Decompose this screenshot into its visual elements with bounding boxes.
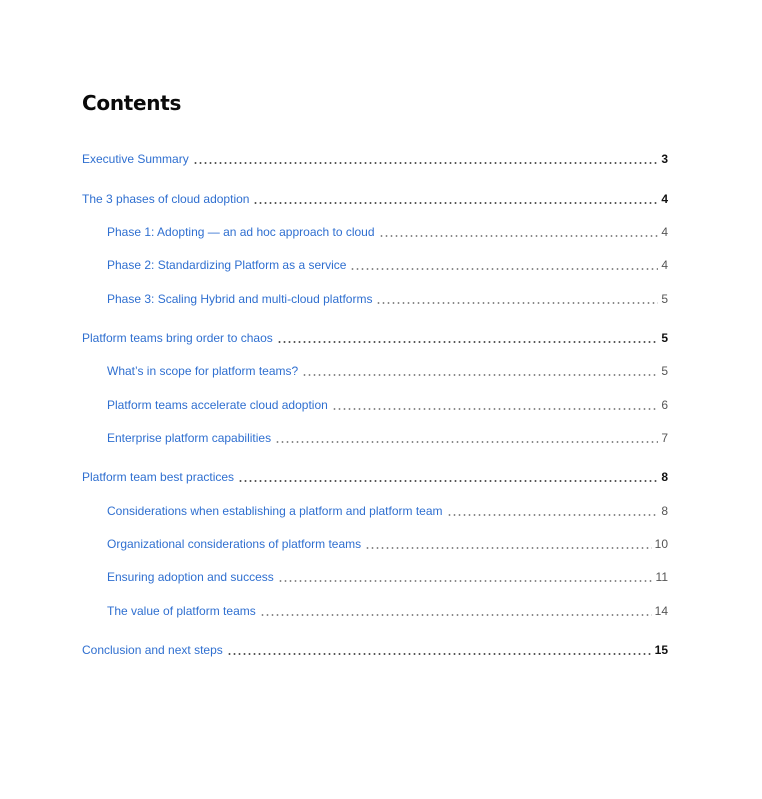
dot-leader — [332, 408, 659, 410]
toc-entry-conclusion[interactable] — [82, 641, 668, 659]
toc-entry-label: Phase 3: Scaling Hybrid and multi-cloud platforms — [107, 292, 373, 306]
toc-entry-label: The 3 phases of cloud adoption — [82, 192, 250, 206]
toc-page-number: 5 — [661, 331, 668, 345]
toc-entry-label: Platform team best practices — [82, 470, 235, 484]
toc-entry-label: Conclusion and next steps — [82, 643, 223, 657]
dot-leader — [278, 580, 653, 582]
toc-page-number: 3 — [661, 152, 668, 166]
toc-entry-label: What’s in scope for platform teams? — [107, 364, 299, 378]
toc-page-number: 7 — [661, 431, 668, 445]
toc-entry-label: Organizational considerations of platform teams — [107, 537, 362, 551]
toc-entry-cloud-adoption-phases[interactable] — [82, 190, 668, 208]
toc-entry-best-practices[interactable] — [82, 468, 668, 486]
toc-page-number: 6 — [661, 398, 668, 412]
toc-entry-order-to-chaos[interactable] — [82, 329, 668, 347]
dot-leader — [253, 202, 658, 204]
toc-page-number: 4 — [661, 258, 668, 272]
toc-entry-label: Executive Summary — [82, 152, 189, 166]
toc-entry-scope[interactable] — [107, 362, 668, 380]
toc-entry-label: Phase 1: Adopting — an ad hoc approach to cloud — [107, 225, 375, 239]
toc-entry-enterprise-capabilities[interactable] — [107, 429, 668, 447]
toc-entry-establishing-platform[interactable] — [107, 502, 668, 520]
toc-page-number: 5 — [661, 364, 668, 378]
toc-page-number: 10 — [654, 537, 668, 551]
dot-leader — [379, 235, 659, 237]
dot-leader — [275, 441, 658, 443]
toc-entry-label: Enterprise platform capabilities — [107, 431, 272, 445]
toc-entry-label: Platform teams accelerate cloud adoption — [107, 398, 328, 412]
toc-entry-adoption-success[interactable] — [107, 568, 668, 586]
toc-page-number: 8 — [661, 504, 668, 518]
dot-leader — [238, 480, 658, 482]
toc-entry-accelerate-adoption[interactable] — [107, 396, 668, 414]
toc-entry-label: Considerations when establishing a platform and platform team — [107, 504, 443, 518]
dot-leader — [260, 614, 652, 616]
dot-leader — [447, 514, 659, 516]
dot-leader — [277, 341, 659, 343]
dot-leader — [302, 374, 658, 376]
toc-entry-label: Ensuring adoption and success — [107, 570, 274, 584]
toc-page-number: 4 — [661, 192, 668, 206]
dot-leader — [350, 268, 658, 270]
toc-page-number: 4 — [661, 225, 668, 239]
dot-leader — [365, 547, 652, 549]
toc-page-number: 14 — [654, 604, 668, 618]
page-title: Contents — [82, 91, 182, 115]
dot-leader — [227, 653, 652, 655]
dot-leader — [376, 302, 658, 304]
toc-entry-value-of-platform-teams[interactable] — [107, 602, 668, 620]
toc-entry-executive-summary[interactable] — [82, 150, 668, 168]
toc-entry-organizational-considerations[interactable] — [107, 535, 668, 553]
toc-entry-phase-1[interactable] — [107, 223, 668, 241]
toc-entry-phase-2[interactable] — [107, 256, 668, 274]
toc-entry-label: Phase 2: Standardizing Platform as a service — [107, 258, 347, 272]
toc-entry-phase-3[interactable] — [107, 290, 668, 308]
toc-entry-label: The value of platform teams — [107, 604, 256, 618]
toc-page-number: 11 — [655, 570, 668, 584]
toc-entry-label: Platform teams bring order to chaos — [82, 331, 273, 345]
toc-page-number: 5 — [661, 292, 668, 306]
toc-page-number: 8 — [661, 470, 668, 484]
dot-leader — [193, 162, 659, 164]
toc-page-number: 15 — [654, 643, 668, 657]
